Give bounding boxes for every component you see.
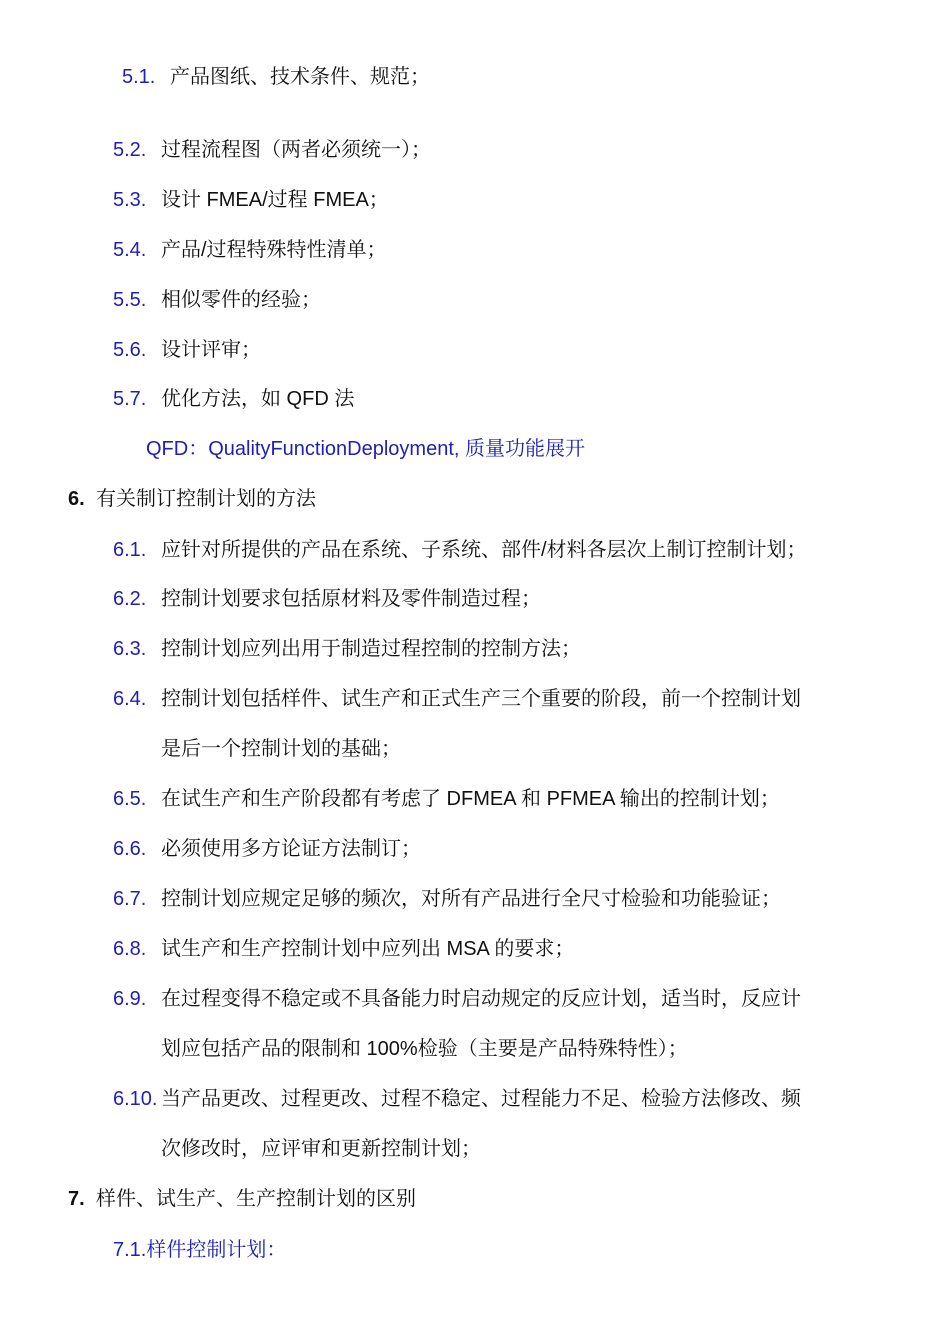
- item-number: 5.4.: [113, 239, 147, 261]
- item-text: 相似零件的经验；: [161, 289, 321, 311]
- list-item-6-10: [113, 1086, 801, 1112]
- item-text: 产品图纸、技术条件、规范；: [170, 66, 430, 88]
- item-text: 控制计划应规定足够的频次，对所有产品进行全尺寸检验和功能验证；: [161, 888, 781, 910]
- qfd-note: QFD：QualityFunctionDeployment, 质量功能展开: [146, 438, 586, 460]
- item-text: 控制计划要求包括原材料及零件制造过程；: [161, 588, 541, 610]
- list-item-6-2: [113, 586, 541, 612]
- list-item-5-1: [122, 64, 430, 90]
- item-number: 6.1.: [113, 539, 147, 561]
- section-heading-7: [68, 1186, 416, 1212]
- subsection-heading-7-1: 7.1.样件控制计划：: [113, 1239, 287, 1261]
- list-item-5-4: [113, 237, 387, 263]
- list-item-5-7: [113, 386, 354, 412]
- item-number: 6.10.: [113, 1088, 158, 1110]
- list-item-6-5: [113, 786, 780, 812]
- item-text: 设计评审；: [161, 339, 261, 361]
- item-text: 控制计划应列出用于制造过程控制的控制方法；: [161, 638, 581, 660]
- list-item-6-7: [113, 886, 781, 912]
- item-number: 5.5.: [113, 289, 147, 311]
- list-item-6-3: [113, 636, 581, 662]
- section-heading-6: [68, 486, 316, 512]
- item-number: 5.1.: [122, 66, 156, 88]
- item-number: 5.3.: [113, 189, 147, 211]
- section-number: 6.: [68, 488, 85, 510]
- list-item-6-9-continuation: 划应包括产品的限制和 100%检验（主要是产品特殊特性）；: [161, 1038, 688, 1060]
- list-item-6-4: [113, 686, 801, 712]
- item-number: 6.9.: [113, 988, 147, 1010]
- list-item-6-1: [113, 537, 807, 563]
- item-text: 产品/过程特殊特性清单；: [161, 239, 387, 261]
- item-number: 6.5.: [113, 788, 147, 810]
- item-number: 6.7.: [113, 888, 147, 910]
- item-text: 在试生产和生产阶段都有考虑了 DFMEA 和 PFMEA 输出的控制计划；: [161, 788, 780, 810]
- section-number: 7.: [68, 1188, 85, 1210]
- list-item-6-10-continuation: 次修改时，应评审和更新控制计划；: [161, 1138, 481, 1160]
- list-item-6-8: [113, 936, 574, 962]
- item-number: 5.7.: [113, 388, 147, 410]
- item-number: 5.6.: [113, 339, 147, 361]
- list-item-5-6: [113, 337, 261, 363]
- item-text: 必须使用多方论证方法制订；: [161, 838, 421, 860]
- item-text: 当产品更改、过程更改、过程不稳定、过程能力不足、检验方法修改、频: [161, 1088, 801, 1110]
- item-text: 在过程变得不稳定或不具备能力时启动规定的反应计划，适当时，反应计: [161, 988, 801, 1010]
- list-item-5-5: [113, 287, 321, 313]
- item-number: 6.8.: [113, 938, 147, 960]
- item-text: 优化方法，如 QFD 法: [161, 388, 355, 410]
- item-number: 6.2.: [113, 588, 147, 610]
- list-item-6-6: [113, 836, 421, 862]
- item-text: 过程流程图（两者必须统一）；: [161, 139, 431, 161]
- item-text: 控制计划包括样件、试生产和正式生产三个重要的阶段，前一个控制计划: [161, 688, 801, 710]
- section-title: 有关制订控制计划的方法: [96, 488, 316, 510]
- item-number: 5.2.: [113, 139, 147, 161]
- item-number: 6.6.: [113, 838, 147, 860]
- list-item-5-3: [113, 187, 389, 213]
- list-item-5-2: [113, 137, 431, 163]
- item-text: 设计 FMEA/过程 FMEA；: [161, 189, 389, 211]
- list-item-6-4-continuation: 是后一个控制计划的基础；: [161, 738, 401, 760]
- section-title: 样件、试生产、生产控制计划的区别: [96, 1188, 416, 1210]
- item-text: 应针对所提供的产品在系统、子系统、部件/材料各层次上制订控制计划；: [161, 539, 807, 561]
- item-number: 6.3.: [113, 638, 147, 660]
- item-number: 6.4.: [113, 688, 147, 710]
- list-item-6-9: [113, 986, 801, 1012]
- item-text: 试生产和生产控制计划中应列出 MSA 的要求；: [161, 938, 575, 960]
